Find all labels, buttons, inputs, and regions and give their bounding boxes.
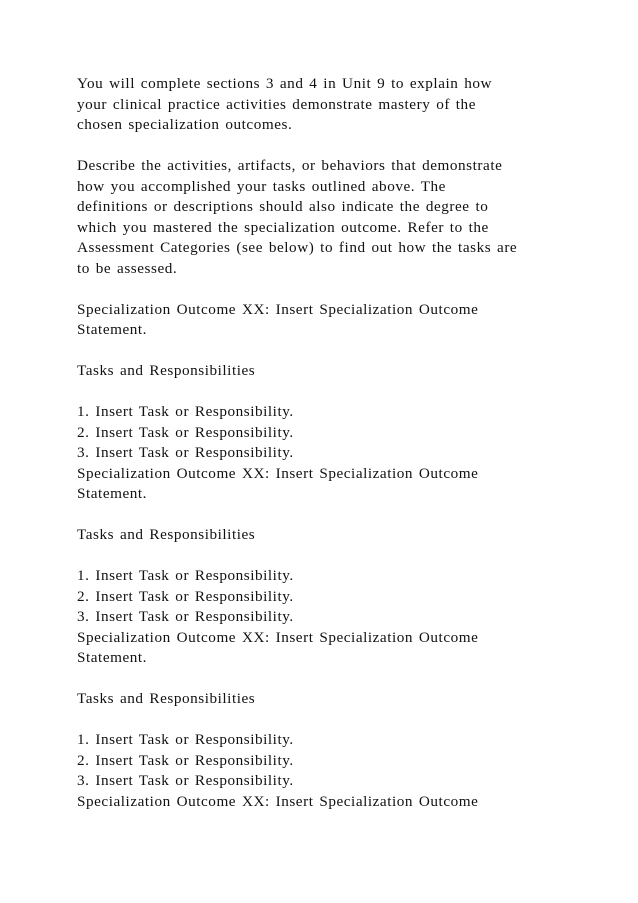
paragraph-gap xyxy=(77,505,577,526)
outcome-statement-line: Specialization Outcome XX: Insert Specialization Outcome xyxy=(77,300,479,318)
intro-paragraph xyxy=(77,74,577,136)
text-line: You will complete sections 3 and 4 in Unit 9 to explain how xyxy=(77,75,493,92)
paragraph-gap xyxy=(77,136,577,157)
paragraph-gap xyxy=(77,341,577,362)
outcome-block xyxy=(77,792,577,813)
instructions-paragraph xyxy=(77,156,577,279)
text-line: Describe the activities, artifacts, or behaviors that demonstrate xyxy=(77,157,503,174)
tasks-heading: Tasks and Responsibilities xyxy=(77,362,256,379)
text-line: to be assessed. xyxy=(77,259,178,277)
text-line: your clinical practice activities demonstrate mastery of the xyxy=(77,95,476,113)
outcome-statement-line: Specialization Outcome XX: Insert Specialization Outcome xyxy=(77,628,479,646)
paragraph-gap xyxy=(77,710,577,731)
tasks-heading: Tasks and Responsibilities xyxy=(77,690,256,707)
text-line: which you mastered the specialization outcome. Refer to the xyxy=(77,218,489,236)
task-item: 2. Insert Task or Responsibility. xyxy=(77,751,294,769)
text-line: chosen specialization outcomes. xyxy=(77,116,293,133)
outcome-statement-line: Statement. xyxy=(77,485,148,502)
task-item: 1. Insert Task or Responsibility. xyxy=(77,731,294,748)
outcome-statement-line: Specialization Outcome XX: Insert Specialization Outcome xyxy=(77,464,479,482)
outcome-statement-line: Statement. xyxy=(77,649,148,666)
outcome-block xyxy=(77,300,577,464)
outcome-block xyxy=(77,464,577,628)
paragraph-gap xyxy=(77,546,577,567)
task-item: 3. Insert Task or Responsibility. xyxy=(77,608,294,625)
paragraph-gap xyxy=(77,279,577,300)
task-item: 1. Insert Task or Responsibility. xyxy=(77,567,294,584)
task-item: 3. Insert Task or Responsibility. xyxy=(77,772,294,789)
tasks-heading: Tasks and Responsibilities xyxy=(77,526,256,543)
outcome-block xyxy=(77,628,577,792)
document-body xyxy=(77,74,577,812)
outcome-statement-line: Statement. xyxy=(77,321,148,338)
task-item: 2. Insert Task or Responsibility. xyxy=(77,423,294,441)
task-item: 2. Insert Task or Responsibility. xyxy=(77,587,294,605)
paragraph-gap xyxy=(77,669,577,690)
paragraph-gap xyxy=(77,382,577,403)
task-item: 1. Insert Task or Responsibility. xyxy=(77,403,294,420)
task-item: 3. Insert Task or Responsibility. xyxy=(77,444,294,461)
outcome-statement-line: Specialization Outcome XX: Insert Specialization Outcome xyxy=(77,792,479,810)
text-line: Assessment Categories (see below) to find out how the tasks are xyxy=(77,239,518,256)
text-line: how you accomplished your tasks outlined above. The xyxy=(77,177,446,195)
text-line: definitions or descriptions should also indicate the degree to xyxy=(77,198,489,215)
